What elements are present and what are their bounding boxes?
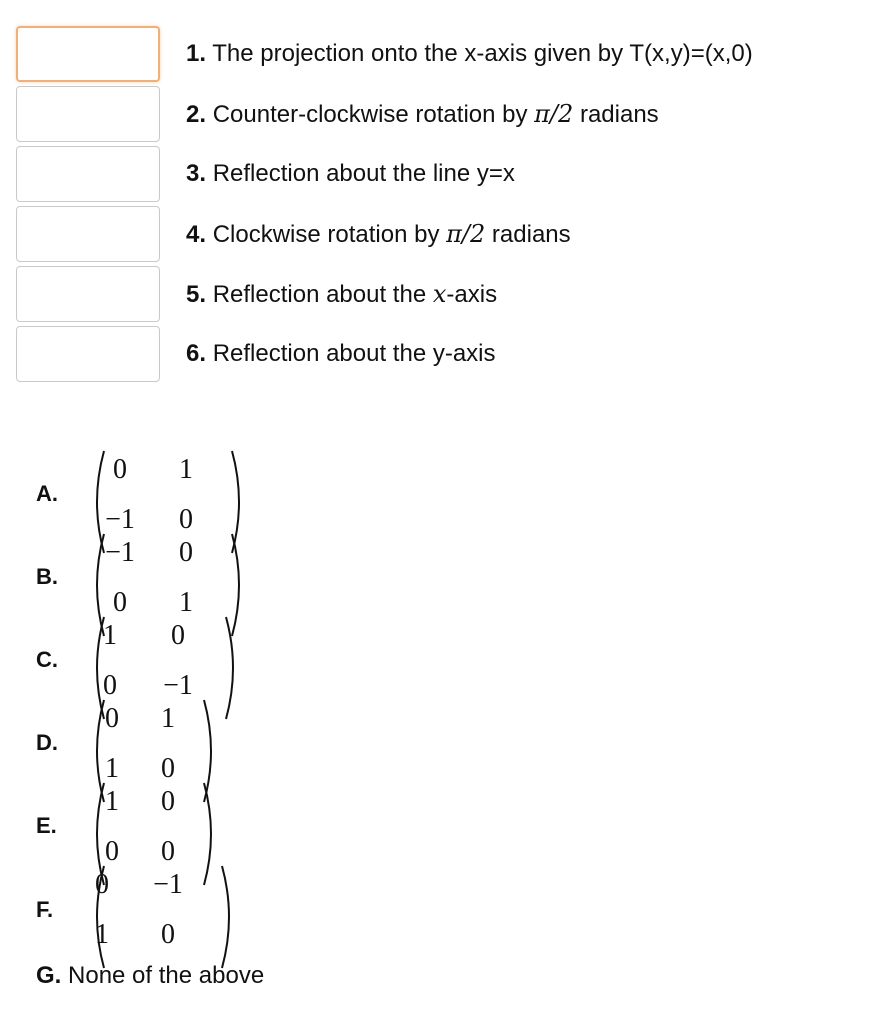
- math-pi-over-2: π/2: [534, 100, 574, 128]
- matrix-cell-r1c1: 0: [95, 869, 109, 900]
- answer-box-3[interactable]: [16, 146, 160, 202]
- answer-box-6[interactable]: [16, 326, 160, 382]
- question-text: Counter-clockwise rotation by π/2 radians: [212, 100, 659, 128]
- matrix-cell-r2c2: 0: [179, 504, 193, 535]
- matrix-cell-r2c2: 0: [161, 753, 175, 784]
- question-text: Reflection about the x-axis: [212, 280, 498, 308]
- answer-box-2[interactable]: [16, 86, 160, 142]
- option-letter-e: E.: [36, 813, 57, 838]
- question-number: 2.: [186, 101, 207, 128]
- answer-box-1[interactable]: [16, 26, 160, 82]
- matrix-cell-r1c2: 1: [179, 454, 193, 485]
- question-text: Reflection about the y-axis: [212, 340, 496, 367]
- question-text: Clockwise rotation by π/2 radians: [212, 220, 571, 248]
- matrix-cell-r1c2: 0: [179, 537, 193, 568]
- matrix-cell-r2c1: −1: [105, 504, 135, 535]
- option-g: [36, 962, 264, 990]
- matrix-cell-r1c1: −1: [105, 537, 135, 568]
- matrix-cell-r2c1: 1: [95, 919, 109, 950]
- question-4: [186, 220, 571, 249]
- option-letter: G.: [36, 962, 62, 989]
- question-number: 3.: [186, 160, 207, 187]
- question-6: [186, 340, 496, 368]
- right-paren: [218, 862, 238, 972]
- answer-box-5[interactable]: [16, 266, 160, 322]
- matrix-cell-r1c1: 0: [113, 454, 127, 485]
- matrix-cell-r2c2: 1: [179, 587, 193, 618]
- question-1: [186, 40, 753, 68]
- matrix-cell-r1c2: 0: [171, 620, 185, 651]
- matrix-cell-r1c2: 0: [161, 786, 175, 817]
- question-number: 1.: [186, 40, 207, 67]
- question-text: Reflection about the line y=x: [212, 160, 515, 187]
- matrix-option-f: [88, 862, 238, 972]
- question-text: The projection onto the x-axis given by T(x,y)=(x,0): [212, 40, 753, 67]
- answer-box-4[interactable]: [16, 206, 160, 262]
- question-number: 5.: [186, 281, 207, 308]
- option-letter-f: F.: [36, 897, 54, 922]
- matrix-cell-r2c1: 0: [113, 587, 127, 618]
- matrix-cell-r2c1: 1: [105, 753, 119, 784]
- question-2: [186, 100, 659, 129]
- right-paren: [222, 613, 242, 723]
- matrix-cell-r1c2: 1: [161, 703, 175, 734]
- option-letter-c: C.: [36, 647, 58, 672]
- question-3: [186, 160, 515, 188]
- option-letter-d: D.: [36, 730, 58, 755]
- matrix-cell-r1c1: 0: [105, 703, 119, 734]
- matrix-cell-r2c1: 0: [105, 836, 119, 867]
- matrix-cell-r1c1: 1: [103, 620, 117, 651]
- question-5: [186, 280, 497, 309]
- matrix-cell-r2c2: −1: [163, 670, 193, 701]
- math-pi-over-2: π/2: [446, 220, 486, 248]
- option-letter-b: B.: [36, 564, 58, 589]
- option-text: None of the above: [68, 962, 265, 989]
- question-number: 6.: [186, 340, 207, 367]
- question-number: 4.: [186, 221, 207, 248]
- math-x: x: [432, 280, 447, 308]
- matrix-cell-r2c1: 0: [103, 670, 117, 701]
- matrix-cell-r2c2: 0: [161, 836, 175, 867]
- matrix-cell-r2c2: 0: [161, 919, 175, 950]
- option-letter-a: A.: [36, 481, 58, 506]
- matrix-cell-r1c1: 1: [105, 786, 119, 817]
- matrix-cell-r1c2: −1: [153, 869, 183, 900]
